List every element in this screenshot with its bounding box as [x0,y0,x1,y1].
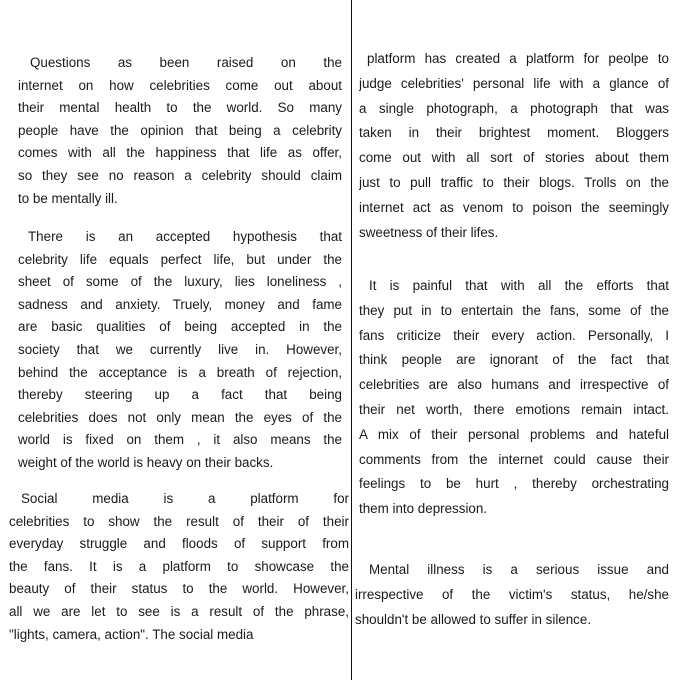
text-line: It is painful that with all the efforts that [369,278,669,293]
text-line: all we are let to see is a result of the phrase, [9,603,349,619]
text-line: are basic qualities of being accepted in the [18,319,342,335]
left-paragraph-2 [18,226,342,475]
text-line: world is fixed on them , it also means the [18,432,342,448]
text-line: comes with all the happiness that life as offer, [18,145,342,161]
text-line: the fans. It is a platform to showcase the [9,558,349,574]
text-line: celebrity life equals perfect life, but under the [18,251,342,267]
text-line: just to pull traffic to their blogs. Trolls on the [359,174,669,190]
text-line: celebrities to show the result of their of their [9,513,349,529]
text-line: internet act as venom to poison the seemingly [359,199,669,215]
text-line: society that we currently live in. However, [18,341,342,357]
text-line: sweetness of their lifes. [359,224,499,240]
text-line: a single photograph, a photograph that was [359,100,669,116]
text-line: comments from the internet could cause their [359,451,669,467]
text-line: sheet of some of the luxury, lies loneliness , [18,274,342,290]
left-paragraph-1 [18,52,342,210]
text-line: irrespective of the victim's status, he/she [355,586,669,602]
text-line: A mix of their personal problems and hateful [359,426,669,442]
text-line: beauty of their status to the world. However, [9,581,349,597]
text-line: they put in to entertain the fans, some of the [359,302,669,318]
text-line: thereby steering up a fact that being [18,387,342,403]
text-line: their mental health to the world. So many [18,100,342,116]
text-line: think people are ignorant of the fact that [359,352,669,368]
text-line: shouldn't be allowed to suffer in silence. [355,611,592,627]
text-line: internet on how celebrities come out about [18,77,342,93]
right-paragraph-1 [359,47,669,245]
text-line: to be mentally ill. [18,190,118,206]
text-line: come out with all sort of stories about them [359,150,669,166]
right-column [350,0,680,680]
text-line: fans criticize their every action. Personally, I [359,327,669,343]
text-line: platform has created a platform for peolpe to [367,51,669,66]
text-line: taken in their brightest moment. Bloggers [359,125,669,141]
text-line: sadness and anxiety. Truely, money and fame [18,296,342,312]
text-line: Mental illness is a serious issue and [369,562,669,577]
text-line: Questions as been raised on the [30,55,342,70]
text-line: Social media is a platform for [21,491,349,506]
text-line: There is an accepted hypothesis that [28,229,342,244]
text-line: so they see no reason a celebrity should claim [18,167,342,183]
text-line: feelings to be hurt , thereby orchestrating [359,476,669,492]
left-paragraph-3 [9,488,349,646]
text-line: judge celebrities' personal life with a glance of [359,75,669,91]
text-line: everyday struggle and floods of support from [9,536,349,552]
right-paragraph-2 [359,274,669,522]
right-paragraph-3 [355,558,669,632]
text-line: people have the opinion that being a celebrity [18,122,342,138]
text-line: "lights, camera, action". The social media [9,626,254,642]
text-line: behind the acceptance is a breath of rejection, [18,364,342,380]
text-line: weight of the world is heavy on their backs. [18,454,274,470]
text-line: celebrities are also humans and irrespective of [359,377,669,393]
text-line: celebrities does not only mean the eyes of the [18,409,342,425]
text-line: them into depression. [359,501,488,517]
text-line: their net worth, there emotions remain intact. [359,401,669,417]
